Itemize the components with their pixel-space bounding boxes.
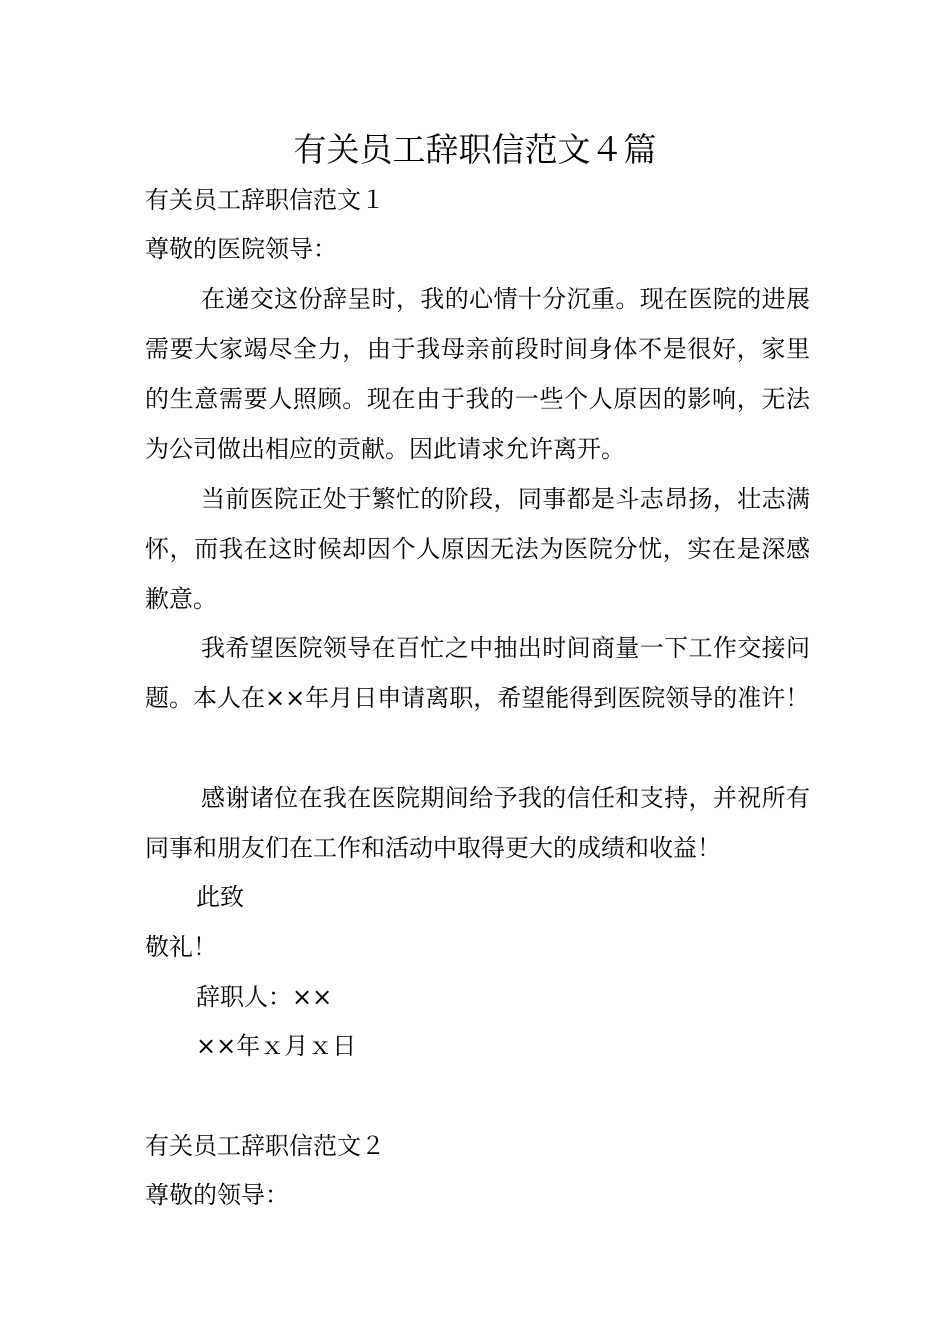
letter1-closing-ci-zhi: 此致: [196, 883, 244, 911]
letter1-salutation: 尊敬的医院领导：: [145, 235, 337, 263]
letter1-paragraph-1: 在递交这份辞呈时，我的心情十分沉重。现在医院的进展需要大家竭尽全力，由于我母亲前段时间身体不是很好，家里的生意需要人照顾。现在由于我的一些个人原因的影响，无法为公司做出相应的贡献。因此请求允许离开。: [145, 285, 810, 463]
letter2-salutation: 尊敬的领导：: [145, 1181, 289, 1209]
letter1-paragraph-4: 感谢诸位在我在医院期间给予我的信任和支持，并祝所有同事和朋友们在工作和活动中取得更大的成绩和收益！: [145, 784, 810, 862]
letter1-paragraph-3: 我希望医院领导在百忙之中抽出时间商量一下工作交接问题。本人在××年月日申请离职，希望能得到医院领导的准许！: [145, 634, 810, 712]
document-title: 有关员工辞职信范文４篇: [293, 130, 657, 169]
letter1-closing-jing-li: 敬礼！: [145, 933, 217, 961]
letter1-date: ××年ｘ月ｘ日: [196, 1032, 357, 1060]
letter1-heading: 有关员工辞职信范文１: [145, 186, 385, 214]
letter1-paragraph-2: 当前医院正处于繁忙的阶段，同事都是斗志昂扬，壮志满怀，而我在这时候却因个人原因无法为医院分忧，实在是深感歉意。: [145, 485, 810, 613]
letter2-heading: 有关员工辞职信范文２: [145, 1132, 385, 1160]
letter1-signer: 辞职人：××: [196, 983, 333, 1011]
